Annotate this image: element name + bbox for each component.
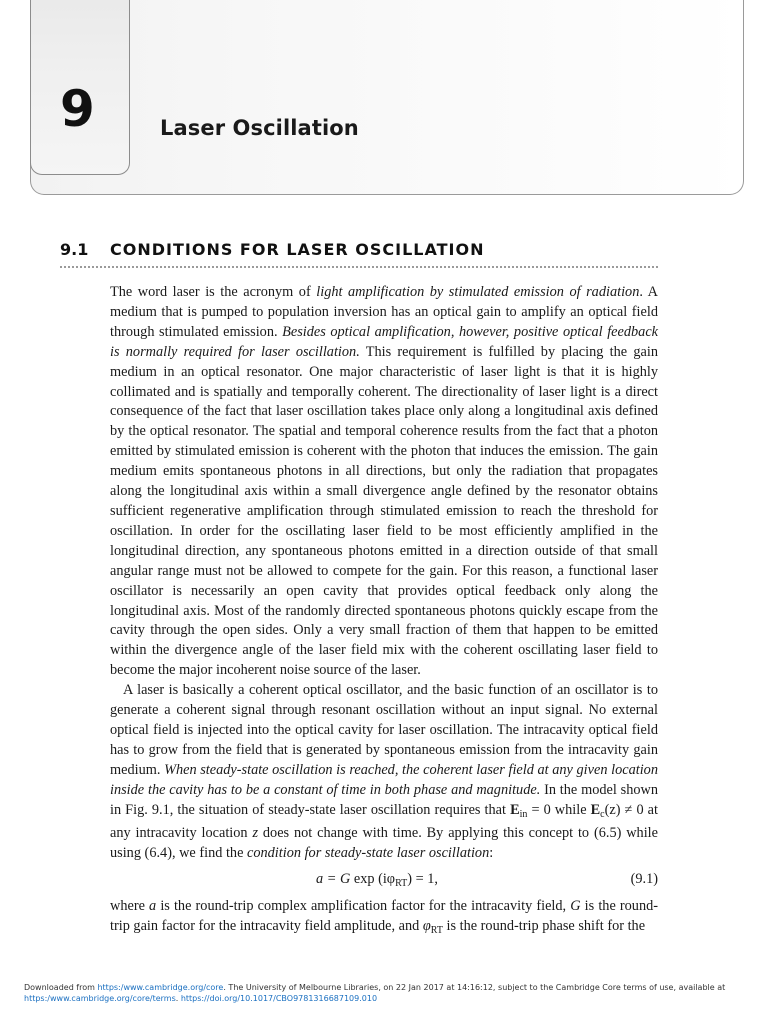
chapter-title: Laser Oscillation [160, 116, 359, 140]
paragraph-3: where a is the round-trip complex amplification factor for the intracavity field, G is the round-trip gain factor for the intracavity field amplitude, and $\varphi_{RT}$ is the round-trip phase shift for the [110, 898, 659, 937]
terms-link[interactable]: https:/www.cambridge.org/core/terms [24, 994, 176, 1003]
equation: a = G $\exp (i\varphi_{RT}) = 1$, [316, 871, 438, 890]
section-title: CONDITIONS FOR LASER OSCILLATION [110, 240, 485, 259]
equation-number: (9.1) [630, 871, 658, 888]
body-text [110, 283, 658, 941]
chapter-number: 9 [60, 80, 95, 138]
paragraph-1: The word laser is the acronym of light amplification by stimulated emission of radiation. A medium that is pumped to population inversion has an optical gain to amplify an optical field through stimulated emission. Besides optical amplification, however, positive optical feedback is normally required for laser oscillation. This requirement is fulfilled by placing the gain medium in an optical resonator. One major characteristic of laser light is that it is highly collimated and is spatially and temporally coherent. The directionality of laser light is a direct consequence of the fact that laser oscillation takes place only along a longitudinal axis defined by the optical resonator. The spatial and temporal coherence results from the fact that a photon emitted by stimulated emission is coherent with the photon that induces the emission. The gain medium emits spontaneous photons in all directions, but only the radiation that propagates along the longitudinal axis within a small divergence angle defined by the resonator obtains sufficient regenerative amplification through stimulated emission to reach the threshold for oscillation. In order for the oscillating laser field to be most efficiently amplified in the longitudinal direction, any spontaneous photons emitted in a direction outside of that small angular range must not be allowed to compete for the gain. For this reason, a functional laser oscillator is necessarily an open cavity that provides optical feedback only along the longitudinal axis. Most of the randomly directed spontaneous photons quickly escape from the cavity through the open sides. Only a very small fraction of them that happen to be emitted within the divergence angle of the laser field mix with the coherent oscillating laser field to become the major incoherent noise source of the laser. [110, 284, 659, 679]
doi-link[interactable]: https://doi.org/10.1017/CBO9781316687109.010 [180, 994, 378, 1003]
paragraph-2: A laser is basically a coherent optical oscillator, and the basic function of an oscillator is to generate a coherent signal through resonant oscillation without an input signal. No external optical field is injected into the optical cavity for laser oscillation. The intracavity optical field has to grow from the field that is generated by spontaneous emission from the intracavity gain medium. When steady-state oscillation is reached, the coherent laser field at any given location inside the cavity has to be a constant of time in both phase and magnitude. In the model shown in Fig. 9.1, the situation of steady-state laser oscillation requires that $E_{in} = 0$ while $E_c(z) \ne 0$ at any intracavity location z does not change with time. By applying this concept to (6.5) while using (6.4), we find the condition for steady-state laser oscillation: [110, 682, 658, 862]
download-footer: Downloaded from https:/www.cambridge.org/core. The University of Melbourne Libraries, on 22 Jan 2017 at 14:16:12, subject to the Cambridge Core terms of use, available at https:/www.cambridge.org/core/terms. https://doi.org/10.1017/CBO9781316687109.010 [24, 983, 726, 1003]
chapter-header-band [30, 0, 744, 195]
cambridge-core-link[interactable]: https:/www.cambridge.org/core [97, 983, 224, 992]
section-number: 9.1 [60, 240, 89, 259]
equation-9-1 [110, 864, 658, 897]
section-divider [60, 266, 658, 268]
